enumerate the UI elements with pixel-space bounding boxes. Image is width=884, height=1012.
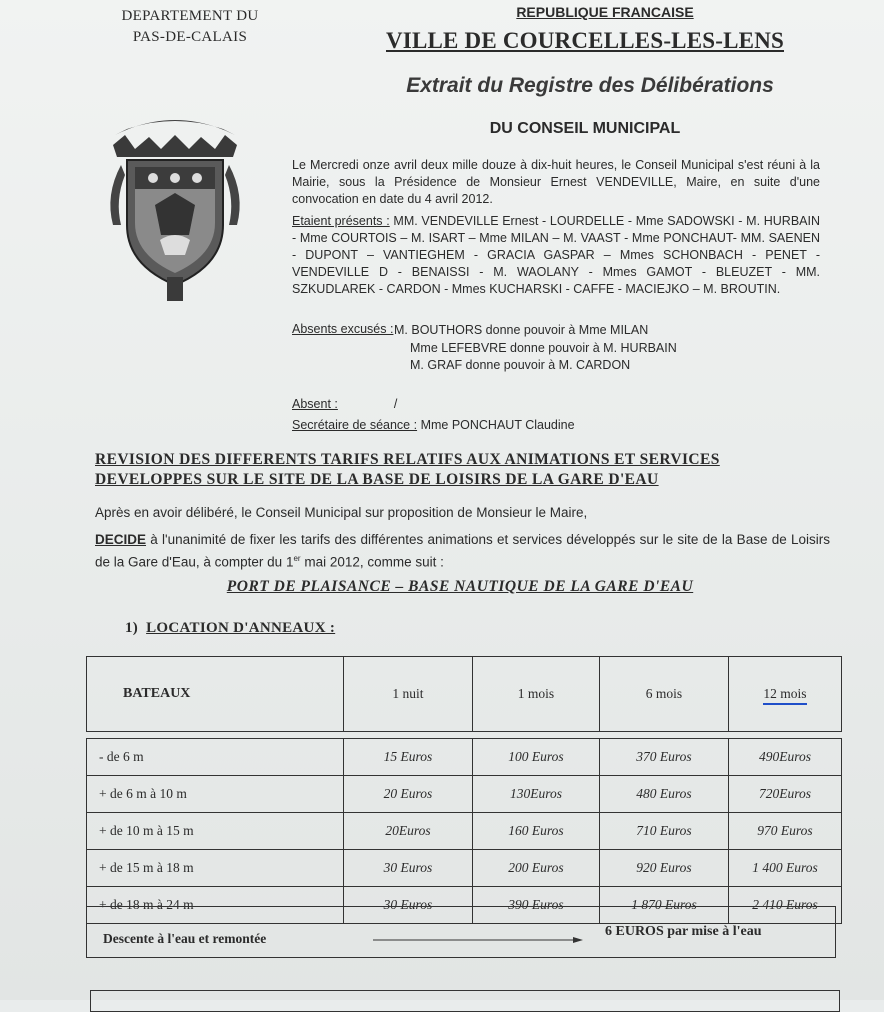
row-size: - de 6 m <box>87 739 344 776</box>
presents-paragraph <box>292 213 820 298</box>
row-price-6-mois: 370 Euros <box>600 739 729 776</box>
absents-excuses-label: Absents excusés : <box>292 322 394 336</box>
table-row <box>87 776 842 813</box>
row-price-1-nuit: 20 Euros <box>344 776 473 813</box>
absent-excuse-item: Mme LEFEBVRE donne pouvoir à M. HURBAIN <box>410 340 677 355</box>
row-price-6-mois: 480 Euros <box>600 776 729 813</box>
table-separator <box>87 732 842 739</box>
location-heading <box>125 620 335 637</box>
absent-value: / <box>393 397 398 411</box>
revision-title: REVISION DES DIFFERENTS TARIFS RELATIFS AUX ANIMATIONS ET SERVICES DEVELOPPES SUR LE SITE DE LA BASE DE LOISIRS DE LA GARE D'EAU <box>95 451 720 488</box>
secretaire-line <box>292 418 575 432</box>
row-price-12-mois: 970 Euros <box>729 813 842 850</box>
intro-paragraph: Le Mercredi onze avril deux mille douze à dix-huit heures, le Conseil Municipal s'est réuni à la Mairie, sous la Présidence de Monsieur Ernest VENDEVILLE, Maire, en suite d'une convocation en date du 4 avril 2012. <box>292 158 820 206</box>
row-price-1-mois: 200 Euros <box>473 850 600 887</box>
decide-label: DECIDE <box>95 532 147 547</box>
absent-line <box>292 397 397 411</box>
absent-excuse-item: M. GRAF donne pouvoir à M. CARDON <box>410 358 631 372</box>
descente-label: Descente à l'eau et remontée <box>103 931 267 946</box>
port-title: PORT DE PLAISANCE – BASE NAUTIQUE DE LA GARE D'EAU <box>226 578 694 595</box>
departement-header <box>70 6 310 48</box>
descente-row <box>86 906 836 958</box>
table-header-row <box>87 657 842 732</box>
table-row <box>87 850 842 887</box>
row-size: + de 15 m à 18 m <box>87 850 344 887</box>
secretaire-label: Secrétaire de séance : <box>292 418 418 432</box>
header-1-nuit: 1 nuit <box>344 657 473 732</box>
row-price-1-nuit: 30 Euros <box>344 887 473 924</box>
header-12-mois <box>729 657 842 732</box>
presents-label: Etaient présents : <box>292 214 390 228</box>
decide-paragraph <box>95 530 830 572</box>
row-price-1-mois: 130Euros <box>473 776 600 813</box>
row-size: + de 10 m à 15 m <box>87 813 344 850</box>
absents-excuses-list <box>394 322 677 375</box>
presents-text: MM. VENDEVILLE Ernest - LOURDELLE - Mme SADOWSKI - M. HURBAIN - Mme COURTOIS – M. ISART – Mme MILAN – M. VAAST - Mme PONCHAUT- MM. SAENEN - DUPONT – VANTIEGHEM - GRACIA GASPAR – Mmes SCHONBACH - PENET - VENDEVILLE D - BENAISSI - M. WAOLANY - Mmes GAMOT - BLEUZET - MM. SZKUDLAREK - CARDON - Mmes KUCHARSKI - CAFFE - MACIEJKO – M. BROUTIN. <box>292 214 820 296</box>
row-price-6-mois: 710 Euros <box>600 813 729 850</box>
decide-text-before: à l'unanimité de fixer les tarifs des différentes animations et services développés sur le site de la Base de Loisirs de la Gare d'Eau, à compter du 1 <box>95 532 830 570</box>
row-price-12-mois: 1 400 Euros <box>729 850 842 887</box>
header-12-mois-label: 12 mois <box>763 686 806 705</box>
next-section-box <box>90 990 840 1012</box>
row-price-6-mois: 1 870 Euros <box>600 887 729 924</box>
coat-of-arms-icon <box>105 105 245 305</box>
apres-paragraph: Après en avoir délibéré, le Conseil Municipal sur proposition de Monsieur le Maire, <box>95 505 588 520</box>
secretaire-value: Mme PONCHAUT Claudine <box>420 418 575 432</box>
row-price-1-mois: 390 Euros <box>473 887 600 924</box>
departement-line-2: PAS-DE-CALAIS <box>132 29 248 45</box>
header-bateaux: BATEAUX <box>87 657 344 732</box>
row-price-6-mois: 920 Euros <box>600 850 729 887</box>
header-6-mois: 6 mois <box>600 657 729 732</box>
extrait-heading: Extrait du Registre des Délibérations <box>406 74 774 97</box>
ville-heading: VILLE DE COURCELLES-LES-LENS <box>386 28 784 53</box>
descente-price: 6 EUROS par mise à l'eau <box>605 924 762 939</box>
conseil-heading: DU CONSEIL MUNICIPAL <box>489 120 681 137</box>
row-size: + de 18 m à 24 m <box>87 887 344 924</box>
row-price-1-nuit: 15 Euros <box>344 739 473 776</box>
absent-label: Absent : <box>292 397 338 411</box>
decide-sup: er <box>293 554 301 563</box>
row-price-12-mois: 720Euros <box>729 776 842 813</box>
table-row <box>87 739 842 776</box>
location-number: 1) <box>125 620 139 636</box>
row-price-12-mois: 2 410 Euros <box>729 887 842 924</box>
table-row <box>87 813 842 850</box>
row-price-1-nuit: 20Euros <box>344 813 473 850</box>
row-price-1-mois: 160 Euros <box>473 813 600 850</box>
location-label: LOCATION D'ANNEAUX : <box>146 620 336 636</box>
row-size: + de 6 m à 10 m <box>87 776 344 813</box>
arrow-right-icon <box>373 937 583 943</box>
decide-text-after: mai 2012, comme suit : <box>304 554 444 570</box>
row-price-1-nuit: 30 Euros <box>344 850 473 887</box>
republique-heading: REPUBLIQUE FRANCAISE <box>516 4 694 20</box>
departement-line-1: DEPARTEMENT DU <box>121 8 259 24</box>
absent-excuse-item: M. BOUTHORS donne pouvoir à Mme MILAN <box>394 323 649 337</box>
row-price-12-mois: 490Euros <box>729 739 842 776</box>
tarifs-table <box>86 656 842 924</box>
row-price-1-mois: 100 Euros <box>473 739 600 776</box>
header-1-mois: 1 mois <box>473 657 600 732</box>
